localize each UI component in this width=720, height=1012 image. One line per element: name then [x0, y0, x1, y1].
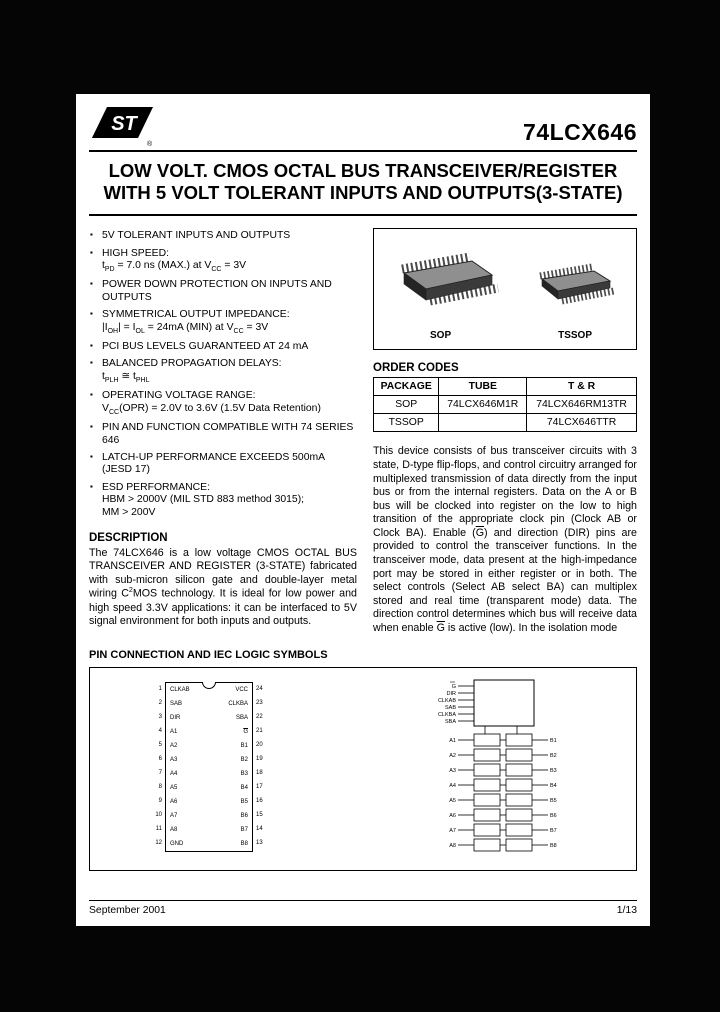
sop-package-image: [390, 247, 502, 313]
pin-numbers-left: 1 2 3 4 5 6 7 8 9 10 11 12: [155, 686, 162, 847]
description-paragraph-left: The 74LCX646 is a low voltage CMOS OCTAL BUS TRANSCEIVER AND REGISTER (3-STATE) fabricated with sub-micron silicon gate and double-layer metal wiring $C^2MOS$ technology. It is ideal for low power and high speed 3.3V applications: it can be interfaced to 5V signal environment for both inputs and outputs.: [89, 546, 357, 628]
feature-item: [89, 279, 357, 304]
svg-text:A4: A4: [449, 783, 456, 790]
feature-item: [89, 452, 357, 477]
svg-text:B3: B3: [550, 768, 557, 775]
title-line-1: LOW VOLT. CMOS OCTAL BUS TRANSCEIVER/REGISTER: [108, 160, 618, 181]
svg-text:DIR: DIR: [446, 691, 456, 698]
svg-text:B2: B2: [550, 753, 557, 760]
feature-item: ▪ BALANCED PROPAGATION DELAYS: $t_{PLH}$ ≅ $t_{PHL}$: [89, 358, 357, 385]
svg-text:CLKAB: CLKAB: [437, 698, 456, 705]
feature-text: SYMMETRICAL OUTPUT IMPEDANCE:: [102, 309, 290, 321]
footer-page-number: 1/13: [616, 905, 637, 916]
svg-text:A2: A2: [449, 753, 456, 760]
figure-box: [89, 667, 637, 871]
table-row: [374, 396, 637, 414]
feature-item: ▪ SYMMETRICAL OUTPUT IMPEDANCE: $|I_{OH}| = I_{OL} = 24mA$ (MIN) at $V_{CC} = 3V$: [89, 309, 357, 336]
feature-item: ▪ OPERATING VOLTAGE RANGE: $V_{CC}(OPR) = 2.0V$ to 3.6V (1.5V Data Retention): [89, 390, 357, 417]
feature-item: [89, 422, 357, 447]
table-cell: 74LCX646RM13TR: [527, 396, 637, 414]
sop-label: SOP: [430, 330, 452, 342]
tssop-package-image: [532, 259, 622, 311]
feature-text: HIGH SPEED:: [102, 247, 169, 259]
svg-text:A8: A8: [449, 843, 456, 850]
svg-text:B6: B6: [550, 813, 557, 820]
left-column: [89, 228, 357, 635]
svg-text:B4: B4: [550, 783, 557, 790]
feature-text: OPERATING VOLTAGE RANGE:: [102, 390, 256, 402]
pin-numbers-right: 24 23 22 21 20 19 18 17 16 15 14 13: [256, 686, 263, 847]
pin-connection-diagram: [150, 682, 268, 852]
svg-text:G: G: [451, 684, 456, 691]
svg-text:A3: A3: [449, 768, 456, 775]
table-header-row: [374, 378, 637, 396]
table-cell: [439, 414, 527, 432]
figure-heading: PIN CONNECTION AND IEC LOGIC SYMBOLS: [89, 649, 328, 662]
svg-text:CLKBA: CLKBA: [437, 712, 456, 719]
table-cell: TSSOP: [374, 414, 439, 432]
svg-text:A7: A7: [449, 828, 456, 835]
description-paragraph-right: This device consists of bus transceiver circuits with 3 state, D-type flip-flops, and control circuitry arranged for multiplexed transmission of data directly from the input bus or from the internal registers. Data on the A or B bus will be clocked into register on the low to high transition of the appropriate clock pin (Clock AB or Clock BA). Enable $(\overline{G})$ and direction (DIR) pins are provided to control the transceiver functions. In the transceiver mode, data present at the high-impedance port may be stored in either register or in both. The select controls (Select AB select BA) can multiplex stored and real time (transparent mode) data. The direction control determines which bus will receive data when enable $\overline{G}$ is active (low). In the isolation mode: [373, 445, 637, 634]
svg-text:B8: B8: [550, 843, 557, 850]
order-codes-table: [373, 377, 637, 432]
footer-date: September 2001: [89, 905, 166, 916]
title-line-2: WITH 5 VOLT TOLERANT INPUTS AND OUTPUTS(3-STATE): [103, 182, 623, 204]
ic-body: CLKAB VCC SAB CLKBA DIR SBA A1 $\overline{G}$ A2 B1 A3 B2 A4 B3 A5 B4 A6 B5 A7 B6 A8 B7 GND B8: [165, 682, 253, 852]
page-header: [89, 102, 637, 152]
content-columns: [89, 228, 637, 635]
iec-logic-symbol: [428, 676, 606, 860]
tssop-label: TSSOP: [558, 330, 592, 342]
table-row: [374, 414, 637, 432]
svg-text:SBA: SBA: [444, 719, 456, 726]
document-title: [89, 152, 637, 216]
svg-text:B7: B7: [550, 828, 557, 835]
feature-text: BALANCED PROPAGATION DELAYS:: [102, 358, 282, 370]
features-list: [89, 230, 357, 519]
st-logo: [89, 102, 155, 148]
description-heading: DESCRIPTION: [89, 531, 168, 544]
svg-text:A1: A1: [449, 738, 456, 745]
feature-item: ▪ HIGH SPEED: $t_{PD} = 7.0$ ns (MAX.) at $V_{CC} = 3V$: [89, 248, 357, 275]
svg-text:SAB: SAB: [444, 705, 456, 712]
right-column: [373, 228, 637, 635]
table-cell: 74LCX646M1R: [439, 396, 527, 414]
svg-text:A6: A6: [449, 813, 456, 820]
feature-text: ESD PERFORMANCE:: [102, 481, 210, 493]
table-cell: SOP: [374, 396, 439, 414]
part-number: 74LCX646: [523, 119, 637, 145]
feature-text: POWER DOWN PROTECTION ON INPUTS AND OUTPUTS: [102, 279, 332, 304]
svg-text:A5: A5: [449, 798, 456, 805]
column-header: T & R: [527, 378, 637, 396]
order-codes-heading: ORDER CODES: [373, 362, 459, 375]
feature-item: [89, 341, 357, 354]
table-cell: 74LCX646TTR: [527, 414, 637, 432]
datasheet-page: [76, 94, 650, 926]
registered-mark: ®: [147, 141, 153, 148]
feature-item: ▪ ESD PERFORMANCE: HBM > 2000V (MIL STD 883 method 3015); MM > 200V: [89, 482, 357, 520]
column-header: PACKAGE: [374, 378, 439, 396]
feature-text: 5V TOLERANT INPUTS AND OUTPUTS: [102, 230, 291, 242]
svg-text:B5: B5: [550, 798, 557, 805]
page-footer: [89, 900, 637, 916]
package-figure-box: [373, 228, 637, 350]
feature-item: [89, 230, 357, 243]
column-header: TUBE: [439, 378, 527, 396]
feature-text: PIN AND FUNCTION COMPATIBLE WITH 74 SERIES 646: [102, 421, 354, 446]
st-logo-text: ST: [111, 113, 137, 135]
feature-text: PCI BUS LEVELS GUARANTEED AT 24 mA: [102, 341, 309, 353]
svg-text:B1: B1: [550, 738, 557, 745]
feature-text: LATCH-UP PERFORMANCE EXCEEDS 500mA (JESD 17): [102, 451, 325, 476]
